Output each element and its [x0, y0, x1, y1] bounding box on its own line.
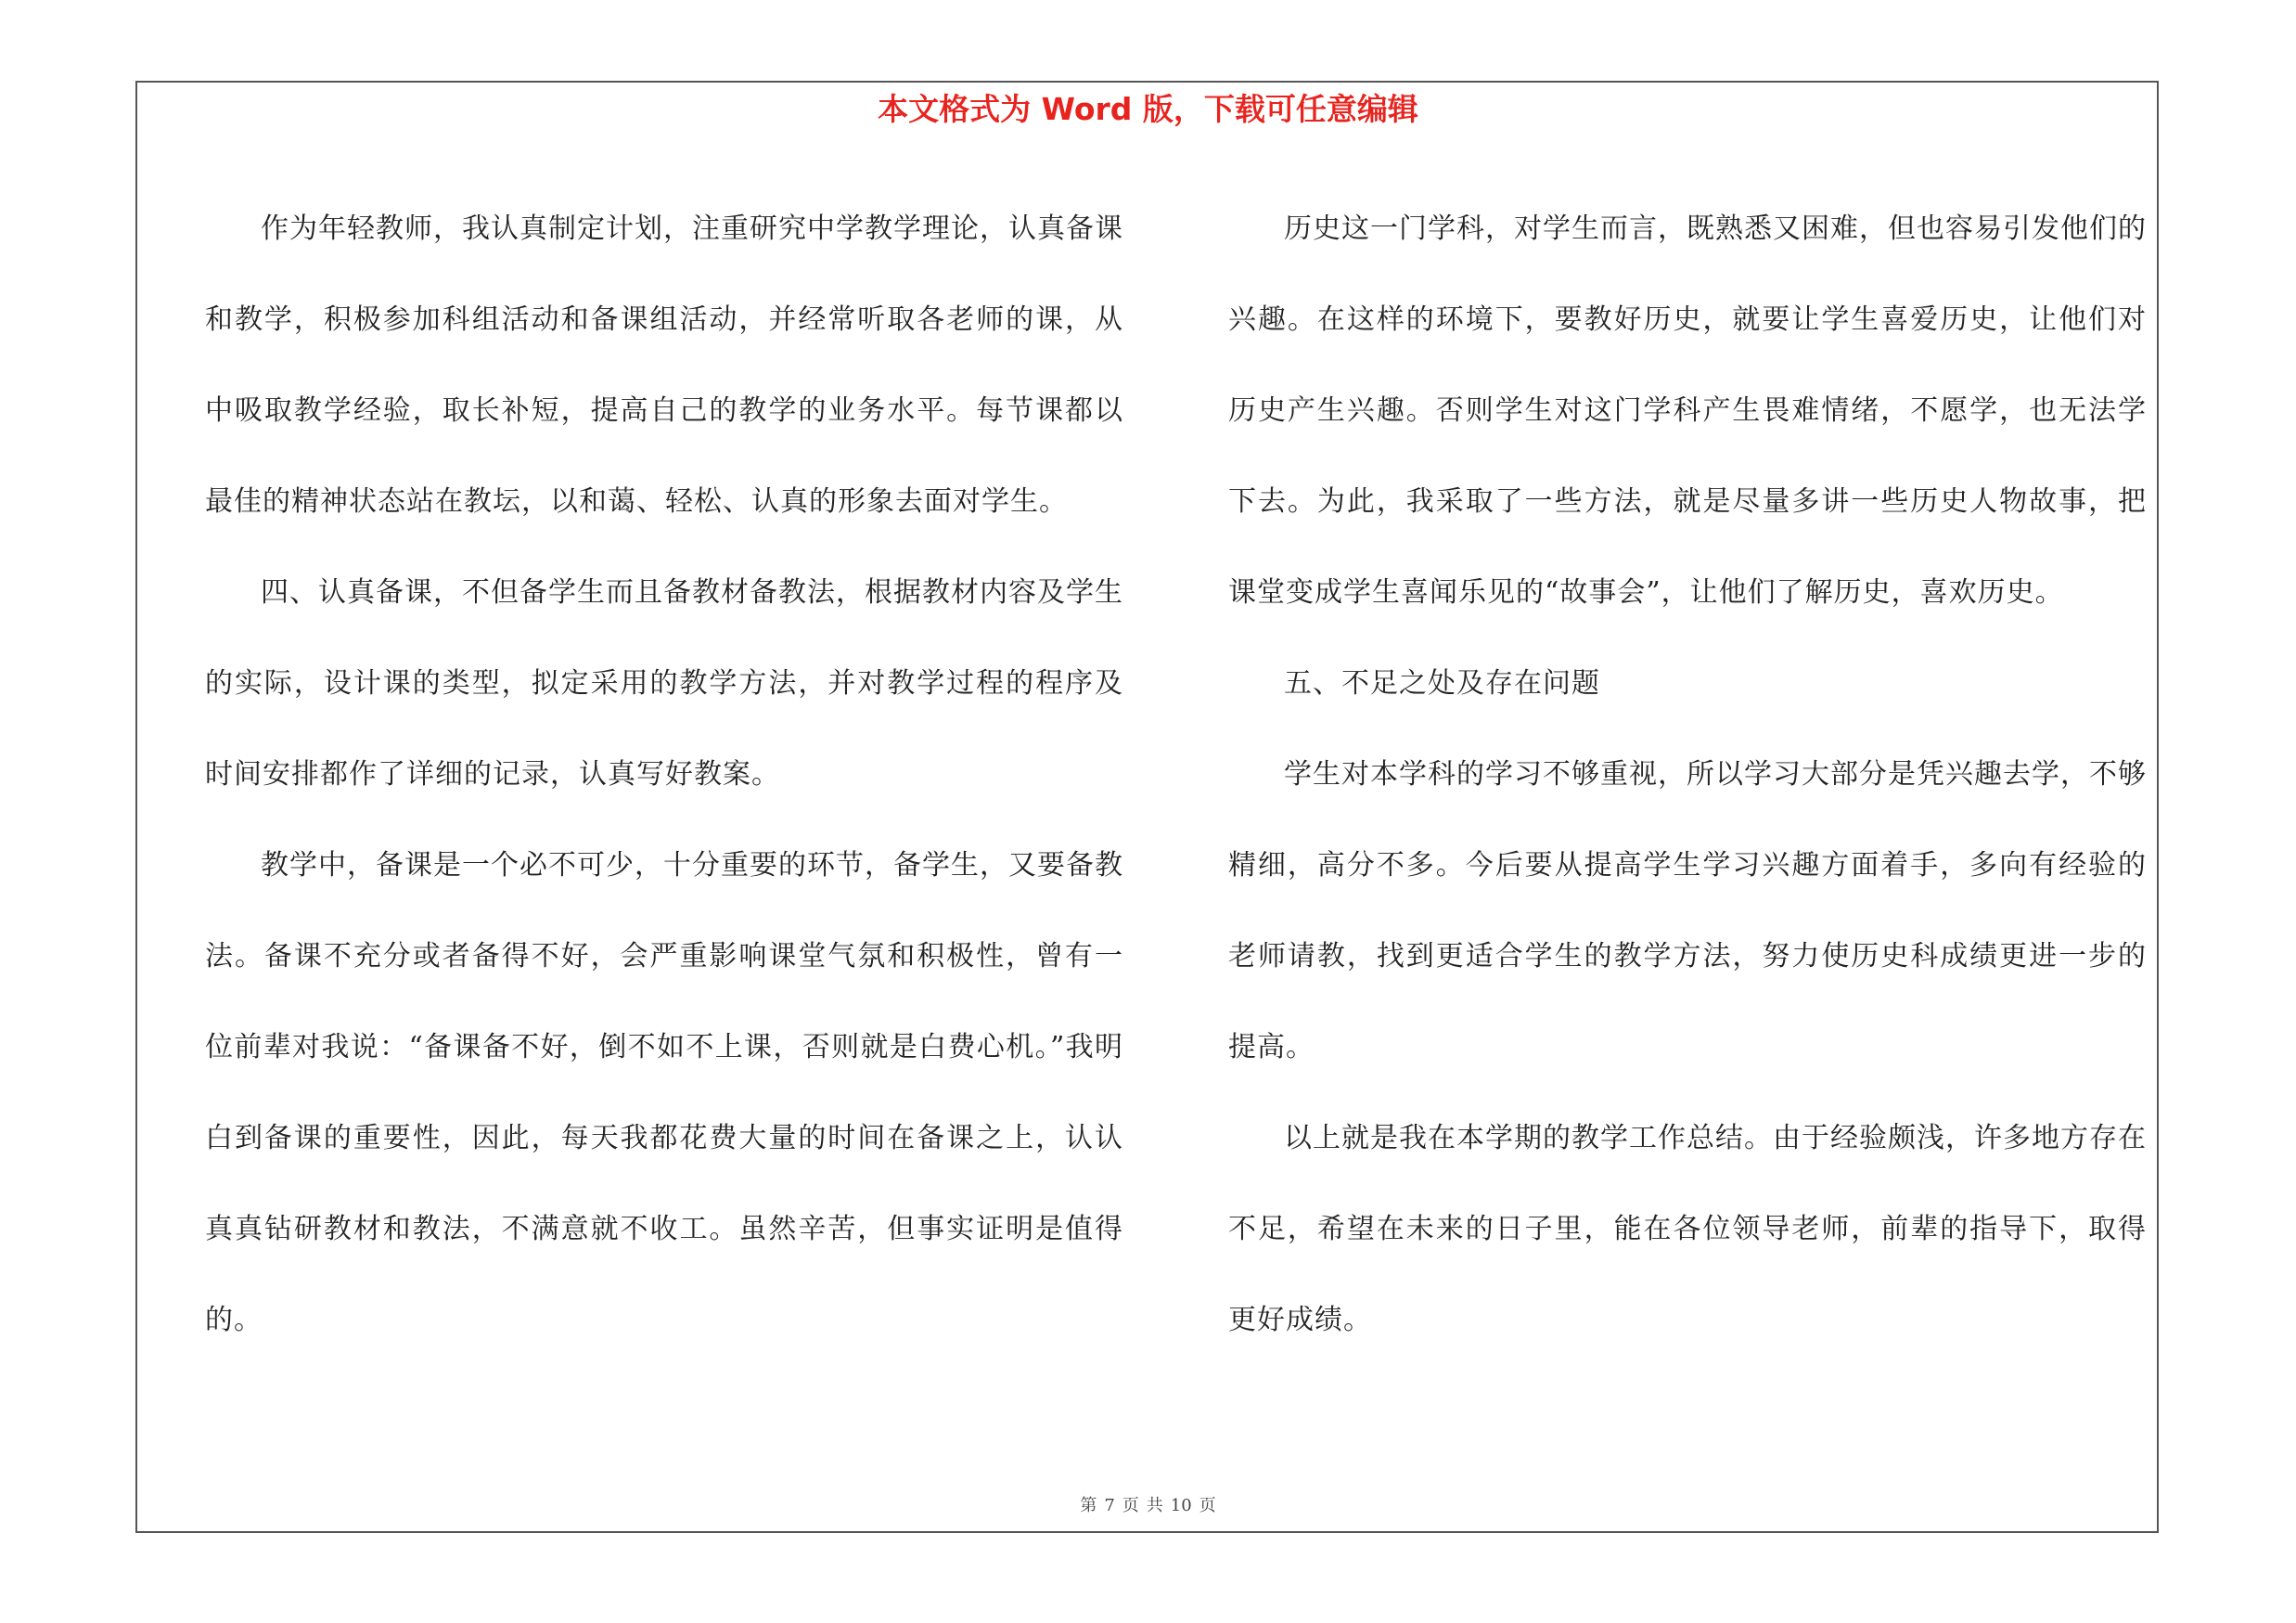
- paragraph: 作为年轻教师，我认真制定计划，注重研究中学教学理论，认真备课和教学，积极参加科组活动和备课组活动，并经常听取各老师的课，从中吸取教学经验，取长补短，提高自己的教学的业务水平。每节课都以最佳的精神状态站在教坛，以和蔼、轻松、认真的形象去面对学生。: [205, 213, 1123, 518]
- paragraph: 历史这一门学科，对学生而言，既熟悉又困难，但也容易引发他们的兴趣。在这样的环境下，要教好历史，就要让学生喜爱历史，让他们对历史产生兴趣。否则学生对这门学科产生畏难情绪，不愿学，也无法学下去。为此，我采取了一些方法，就是尽量多讲一些历史人物故事，把课堂变成学生喜闻乐见的“故事会”，让他们了解历史，喜欢历史。: [1228, 213, 2147, 609]
- footer-label-total: 共: [1146, 1496, 1163, 1515]
- page-number-footer: [0, 1492, 2296, 1516]
- current-page-number: 7: [1104, 1496, 1115, 1515]
- paragraph: 以上就是我在本学期的教学工作总结。由于经验颇浅，许多地方存在不足，希望在未来的日子里，能在各位领导老师，前辈的指导下，取得更好成绩。: [1228, 1122, 2147, 1336]
- header-banner: 本文格式为 Word 版，下载可任意编辑: [878, 91, 1418, 127]
- footer-label-unit: 页: [1122, 1496, 1139, 1515]
- total-pages-number: 10: [1170, 1496, 1192, 1515]
- footer-label-unit2: 页: [1199, 1496, 1216, 1515]
- left-column: [205, 184, 1123, 1366]
- right-column: [1228, 184, 2147, 1366]
- footer-label-page: 第: [1080, 1496, 1097, 1515]
- paragraph: 教学中，备课是一个必不可少，十分重要的环节，备学生，又要备教法。备课不充分或者备得不好，会严重影响课堂气氛和积极性，曾有一位前辈对我说：“备课备不好，倒不如不上课，否则就是白费心机。”我明白到备课的重要性，因此，每天我都花费大量的时间在备课之上，认认真真钻研教材和教法，不满意就不收工。虽然辛苦，但事实证明是值得的。: [205, 849, 1123, 1336]
- section-heading: 五、不足之处及存在问题: [1284, 667, 1600, 700]
- paragraph: 四、认真备课，不但备学生而且备教材备教法，根据教材内容及学生的实际，设计课的类型，拟定采用的教学方法，并对教学过程的程序及时间安排都作了详细的记录，认真写好教案。: [205, 576, 1123, 791]
- paragraph: 学生对本学科的学习不够重视，所以学习大部分是凭兴趣去学，不够精细，高分不多。今后要从提高学生学习兴趣方面着手，多向有经验的老师请教，找到更适合学生的教学方法，努力使历史科成绩更进一步的提高。: [1228, 758, 2147, 1063]
